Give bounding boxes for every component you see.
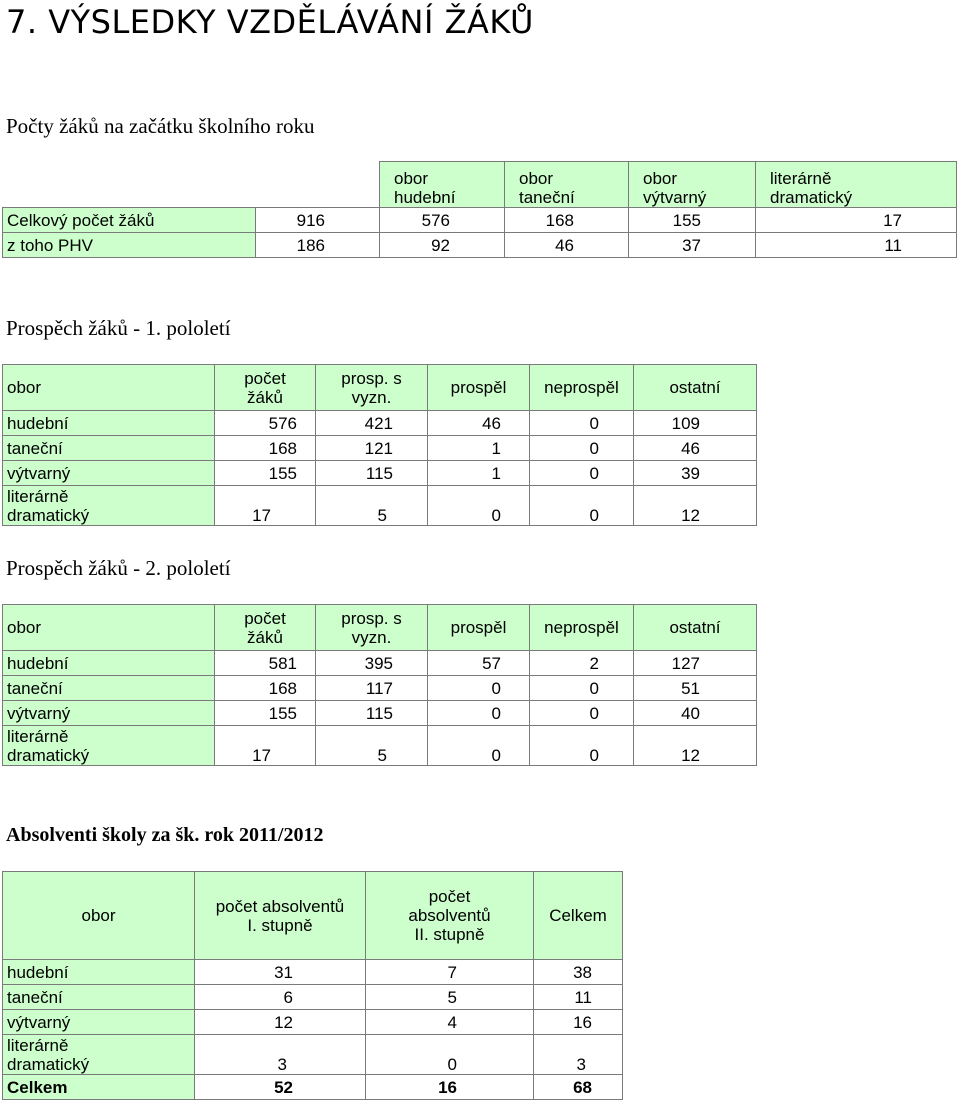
header-obor: obor	[3, 872, 195, 960]
cell-value: 17	[215, 726, 316, 766]
cell-value: 155	[215, 461, 316, 486]
pocty-header-empty	[256, 162, 380, 208]
cell-value: 7	[366, 960, 534, 985]
table-row	[3, 651, 757, 676]
table-row	[3, 1035, 623, 1075]
cell-value: 0	[530, 461, 634, 486]
section-title-prospech2: Prospěch žáků - 2. pololetí	[6, 556, 231, 580]
cell-value: 46	[634, 436, 757, 461]
header-prosp-vyzn: prosp. s vyzn.	[316, 365, 428, 411]
cell-value: 0	[428, 726, 530, 766]
total-value: 68	[534, 1075, 623, 1100]
cell-value: 57	[428, 651, 530, 676]
table-row	[3, 436, 757, 461]
cell-value: 581	[215, 651, 316, 676]
header-prospel: prospěl	[428, 365, 530, 411]
header-pocet-zaku: počet žáků	[215, 365, 316, 411]
cell-value: 0	[530, 411, 634, 436]
pocty-table	[2, 161, 957, 258]
cell-value: 6	[195, 985, 366, 1010]
cell-value: 127	[634, 651, 757, 676]
cell-value: 2	[530, 651, 634, 676]
cell-value: 421	[316, 411, 428, 436]
table-row	[3, 208, 957, 233]
table-row	[3, 985, 623, 1010]
cell-value: 5	[366, 985, 534, 1010]
cell-value: 1	[428, 436, 530, 461]
cell-value: 0	[428, 701, 530, 726]
cell-value: 395	[316, 651, 428, 676]
cell-value: 186	[256, 233, 380, 258]
cell-value: 1	[428, 461, 530, 486]
cell-value: 39	[634, 461, 757, 486]
table-row	[3, 461, 757, 486]
row-label: hudební	[3, 411, 215, 436]
row-label: výtvarný	[3, 1010, 195, 1035]
table-row	[3, 960, 623, 985]
cell-value: 3	[534, 1035, 623, 1075]
row-label: literárně dramatický	[3, 726, 215, 766]
cell-value: 0	[366, 1035, 534, 1075]
row-label: hudební	[3, 960, 195, 985]
cell-value: 37	[629, 233, 756, 258]
cell-value: 16	[534, 1010, 623, 1035]
cell-value: 0	[530, 486, 634, 526]
row-label: literárně dramatický	[3, 1035, 195, 1075]
table-row	[3, 726, 757, 766]
total-value: 16	[366, 1075, 534, 1100]
cell-value: 38	[534, 960, 623, 985]
header-prosp-vyzn: prosp. s vyzn.	[316, 605, 428, 651]
table-row	[3, 701, 757, 726]
cell-value: 168	[505, 208, 629, 233]
absolventi-header-row	[3, 872, 623, 960]
cell-value: 155	[215, 701, 316, 726]
cell-value: 12	[634, 486, 757, 526]
table-row	[3, 411, 757, 436]
prospech1-table	[2, 364, 757, 526]
header-pocet-zaku: počet žáků	[215, 605, 316, 651]
pocty-header-literarne: literárně dramatický	[756, 162, 957, 208]
cell-value: 576	[380, 208, 505, 233]
cell-value: 3	[195, 1035, 366, 1075]
pocty-header-row	[3, 162, 957, 208]
row-label: literárně dramatický	[3, 486, 215, 526]
cell-value: 155	[629, 208, 756, 233]
cell-value: 17	[215, 486, 316, 526]
cell-value: 168	[215, 436, 316, 461]
cell-value: 916	[256, 208, 380, 233]
total-label: Celkem	[3, 1075, 195, 1100]
cell-value: 115	[316, 461, 428, 486]
cell-value: 12	[195, 1010, 366, 1035]
table-row	[3, 486, 757, 526]
header-neprospel: neprospěl	[530, 365, 634, 411]
cell-value: 11	[534, 985, 623, 1010]
cell-value: 117	[316, 676, 428, 701]
cell-value: 51	[634, 676, 757, 701]
header-celkem: Celkem	[534, 872, 623, 960]
cell-value: 46	[428, 411, 530, 436]
prospech2-header-row	[3, 605, 757, 651]
cell-value: 12	[634, 726, 757, 766]
total-value: 52	[195, 1075, 366, 1100]
cell-value: 0	[530, 701, 634, 726]
row-label: taneční	[3, 436, 215, 461]
cell-value: 0	[428, 676, 530, 701]
cell-value: 0	[530, 436, 634, 461]
section-title-prospech1: Prospěch žáků - 1. pololetí	[6, 316, 231, 340]
row-label: taneční	[3, 676, 215, 701]
table-row	[3, 233, 957, 258]
page-title: 7. VÝSLEDKY VZDĚLÁVÁNÍ ŽÁKŮ	[6, 3, 534, 41]
section-title-absolventi: Absolventi školy za šk. rok 2011/2012	[6, 824, 324, 846]
cell-value: 0	[428, 486, 530, 526]
header-stupen2: počet absolventů II. stupně	[366, 872, 534, 960]
row-label: výtvarný	[3, 461, 215, 486]
cell-value: 0	[530, 726, 634, 766]
cell-value: 46	[505, 233, 629, 258]
cell-value: 115	[316, 701, 428, 726]
prospech2-table	[2, 604, 757, 766]
table-row	[3, 1010, 623, 1035]
cell-value: 109	[634, 411, 757, 436]
row-label: z toho PHV	[3, 233, 256, 258]
header-stupen1: počet absolventů I. stupně	[195, 872, 366, 960]
cell-value: 5	[316, 486, 428, 526]
table-row	[3, 676, 757, 701]
header-neprospel: neprospěl	[530, 605, 634, 651]
header-prospel: prospěl	[428, 605, 530, 651]
pocty-header-empty	[3, 162, 256, 208]
pocty-header-vytvarny: obor výtvarný	[629, 162, 756, 208]
cell-value: 40	[634, 701, 757, 726]
pocty-header-tanecni: obor taneční	[505, 162, 629, 208]
header-obor: obor	[3, 365, 215, 411]
cell-value: 121	[316, 436, 428, 461]
header-ostatni: ostatní	[634, 605, 757, 651]
cell-value: 17	[756, 208, 957, 233]
header-ostatni: ostatní	[634, 365, 757, 411]
row-label: Celkový počet žáků	[3, 208, 256, 233]
row-label: výtvarný	[3, 701, 215, 726]
absolventi-table	[2, 871, 623, 1100]
cell-value: 11	[756, 233, 957, 258]
cell-value: 31	[195, 960, 366, 985]
prospech1-header-row	[3, 365, 757, 411]
cell-value: 4	[366, 1010, 534, 1035]
row-label: taneční	[3, 985, 195, 1010]
cell-value: 576	[215, 411, 316, 436]
table-total-row	[3, 1075, 623, 1100]
header-obor: obor	[3, 605, 215, 651]
row-label: hudební	[3, 651, 215, 676]
pocty-header-hudebni: obor hudební	[380, 162, 505, 208]
section-title-pocty: Počty žáků na začátku školního roku	[6, 114, 315, 138]
cell-value: 92	[380, 233, 505, 258]
cell-value: 0	[530, 676, 634, 701]
cell-value: 168	[215, 676, 316, 701]
cell-value: 5	[316, 726, 428, 766]
